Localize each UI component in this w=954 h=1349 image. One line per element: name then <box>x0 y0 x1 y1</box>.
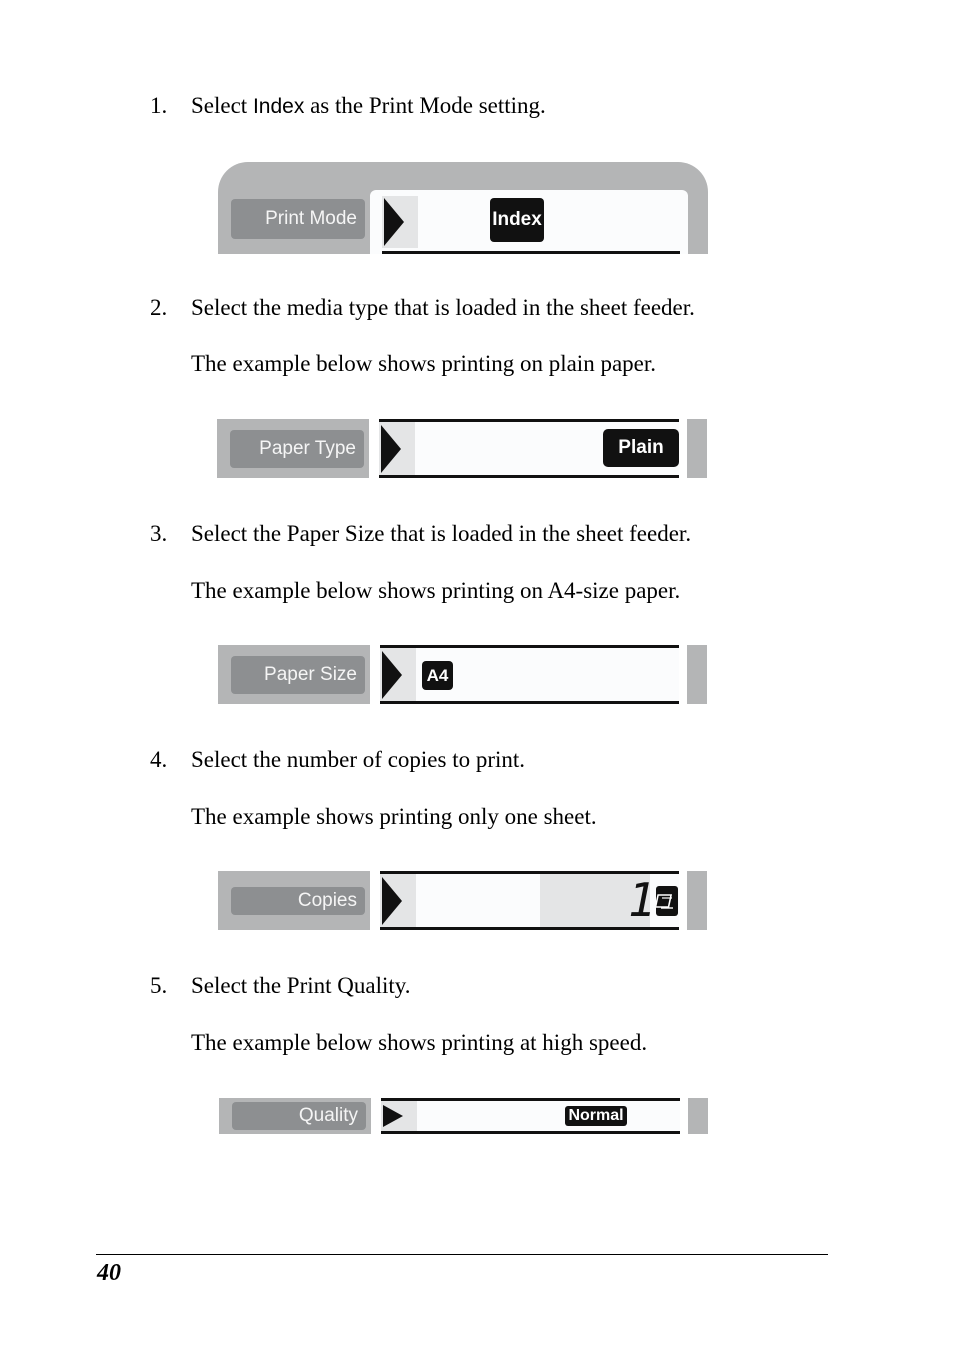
panel-bezel-right <box>688 1098 708 1134</box>
arrow-right-icon <box>383 1105 403 1127</box>
arrow-area <box>379 422 415 475</box>
print-mode-label: Print Mode <box>231 199 365 239</box>
quality-screen <box>381 1098 680 1134</box>
step-4-note: The example shows printing only one sheet. <box>191 804 597 829</box>
step-text: Select the media type that is loaded in the sheet feeder. <box>191 295 695 320</box>
copies-screen <box>380 871 679 930</box>
arrow-right-icon <box>381 425 401 473</box>
copies-label: Copies <box>231 887 365 915</box>
paper-size-value: A4 <box>422 661 453 690</box>
panel-bezel-right <box>687 871 707 930</box>
print-mode-value: Index <box>490 198 544 242</box>
quality-value: Normal <box>565 1106 627 1126</box>
print-mode-screen <box>370 190 688 254</box>
paper-type-screen <box>379 419 679 478</box>
screen-underline <box>382 251 680 254</box>
quality-label: Quality <box>232 1102 366 1130</box>
footer-rule <box>96 1254 828 1255</box>
step-number: 1. <box>150 93 168 118</box>
paper-size-panel <box>218 645 707 704</box>
step-number: 5. <box>150 973 168 998</box>
arrow-right-icon <box>382 877 402 925</box>
arrow-area <box>380 648 416 701</box>
step-3-note: The example below shows printing on A4-size paper. <box>191 578 681 603</box>
panel-bezel-right <box>687 419 707 478</box>
arrow-right-icon <box>384 198 404 246</box>
paper-type-value: Plain <box>603 429 679 467</box>
arrow-area <box>380 874 416 927</box>
step-text: Select Index as the Print Mode setting. <box>191 93 546 118</box>
paper-size-label: Paper Size <box>231 656 365 694</box>
step-text: Select the Print Quality. <box>191 973 411 998</box>
arrow-area <box>381 1101 417 1131</box>
arrow-right-icon <box>382 651 402 699</box>
copies-panel <box>218 871 707 930</box>
quality-panel <box>219 1098 708 1134</box>
paper-type-label: Paper Type <box>230 430 364 468</box>
copies-value: 1 <box>628 873 656 927</box>
sheet-stack-icon <box>656 886 678 916</box>
step-2-note: The example below shows printing on plain paper. <box>191 351 657 376</box>
inline-setting-name: Index <box>252 95 305 118</box>
step-text: Select the Paper Size that is loaded in the sheet feeder. <box>191 521 692 546</box>
step-text: Select the number of copies to print. <box>191 747 526 772</box>
step-number: 3. <box>150 521 168 546</box>
paper-size-screen <box>380 645 679 704</box>
step-number: 2. <box>150 295 168 320</box>
arrow-area <box>382 196 418 248</box>
panel-bezel-right <box>687 645 707 704</box>
page-number: 40 <box>97 1260 121 1286</box>
step-5-note: The example below shows printing at high speed. <box>191 1030 648 1055</box>
paper-type-panel <box>217 419 707 478</box>
print-mode-panel <box>218 162 708 254</box>
step-number: 4. <box>150 747 168 772</box>
